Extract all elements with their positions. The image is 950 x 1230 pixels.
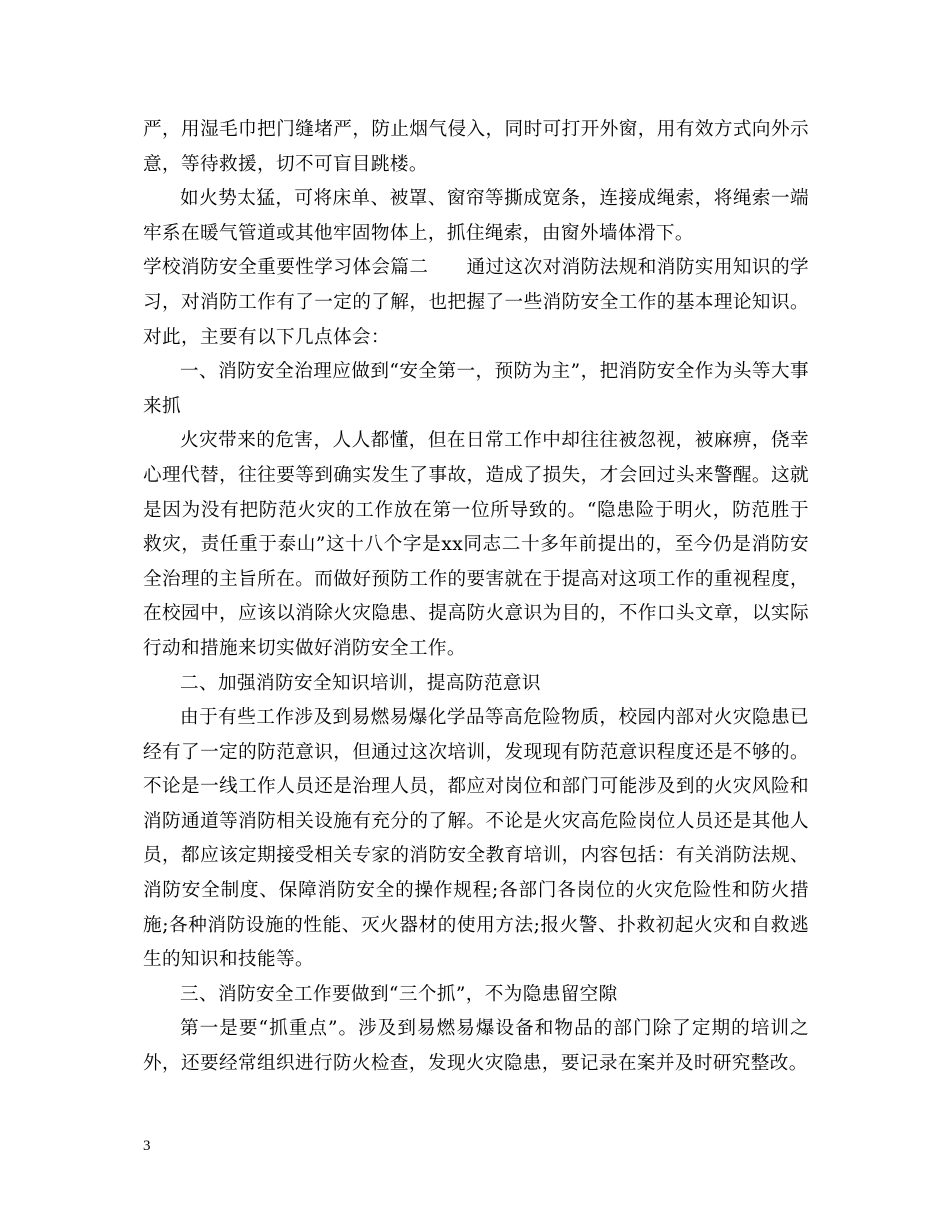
- section-heading: 三、消防安全工作要做到“三个抓”，不为隐患留空隙: [180, 983, 618, 1005]
- paragraph: 第一是要“抓重点”。涉及到易燃易爆设备和物品的部门除了定期的培训之外，还要经常组织进行防火检查，发现火灾隐患，要记录在案并及时研究整改。: [143, 1018, 809, 1075]
- paragraph: 学校消防安全重要性学习体会篇二 通过这次对消防法规和消防实用知识的学习，对消防工作有了一定的了解，也把握了一些消防安全工作的基本理论知识。对此，主要有以下几点体会：: [143, 257, 809, 348]
- page-number: 3: [143, 1138, 151, 1154]
- paragraph: 由于有些工作涉及到易燃易爆化学品等高危险物质，校园内部对火灾隐患已经有了一定的防范意识，但通过这次培训，发现现有防范意识程度还是不够的。不论是一线工作人员还是治理人员，都应对岗位和部门可能涉及到的火灾风险和消防通道等消防相关设施有充分的了解。不论是火灾高危险岗位人员还是其他人员，都应该定期接受相关专家的消防安全教育培训，内容包括：有关消防法规、消防安全制度、保障消防安全的操作规程;各部门各岗位的火灾危险性和防火措施;各种消防设施的性能、灭火器材的使用方法;报火警、扑救初起火灾和自救逃生的知识和技能等。: [143, 707, 809, 971]
- section-heading: 二、加强消防安全知识培训，提高防范意识: [180, 672, 541, 694]
- paragraph: 火灾带来的危害，人人都懂，但在日常工作中却往往被忽视，被麻痹，侥幸心理代替，往往要等到确实发生了事故，造成了损失，才会回过头来警醒。这就是因为没有把防范火灾的工作放在第一位所导致的。“隐患险于明火，防范胜于救灾，责任重于泰山”这十八个字是xx同志二十多年前提出的，至今仍是消防安全治理的主旨所在。而做好预防工作的要害就在于提高对这项工作的重视程度，在校园中，应该以消除火灾隐患、提高防火意识为目的，不作口头文章，以实际行动和措施来切实做好消防安全工作。: [143, 430, 809, 659]
- paragraph: 严，用湿毛巾把门缝堵严，防止烟气侵入，同时可打开外窗，用有效方式向外示意，等待救援，切不可盲目跳楼。: [143, 119, 809, 175]
- paragraph: 如火势太猛，可将床单、被罩、窗帘等撕成宽条，连接成绳索，将绳索一端牢系在暖气管道或其他牢固物体上，抓住绳索，由窗外墙体滑下。: [143, 188, 809, 244]
- section-heading: 一、消防安全治理应做到“安全第一，预防为主”，把消防安全作为头等大事来抓: [143, 361, 809, 417]
- document-body: [143, 113, 809, 1082]
